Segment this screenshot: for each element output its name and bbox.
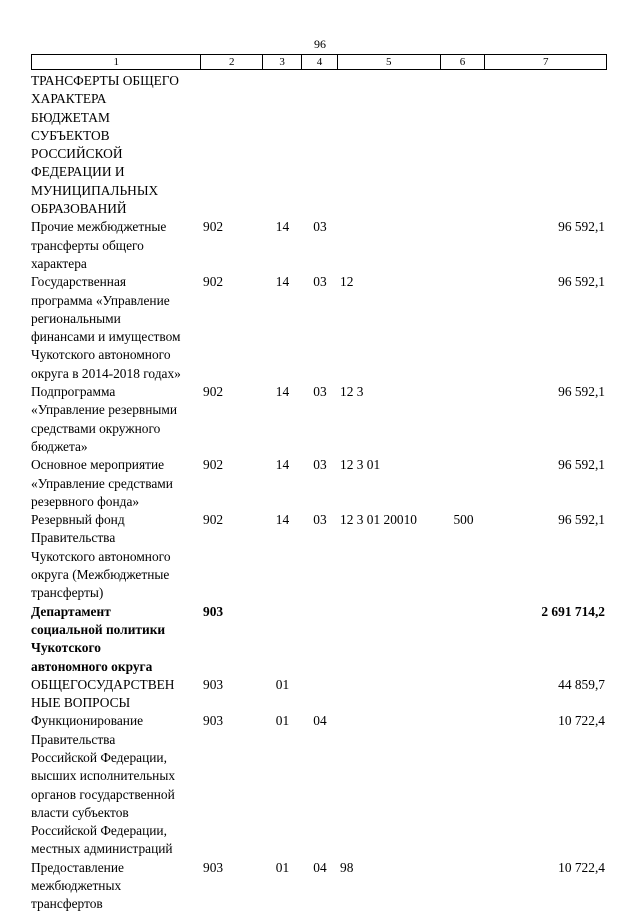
row-name-line: местных администраций bbox=[31, 841, 173, 857]
row-name-line: ТРАНСФЕРТЫ ОБЩЕГО bbox=[31, 73, 179, 88]
row-name-line: «Управление средствами bbox=[31, 475, 173, 491]
row-name-line: ОБРАЗОВАНИЙ bbox=[31, 201, 127, 217]
row-name-line: МУНИЦИПАЛЬНЫХ bbox=[31, 182, 159, 198]
table-row bbox=[31, 383, 607, 456]
row-name bbox=[31, 712, 201, 858]
column-header-7: 7 bbox=[542, 56, 549, 68]
expense-type-code: 500 bbox=[453, 512, 474, 528]
row-name-line: НЫЕ ВОПРОСЫ bbox=[31, 695, 131, 711]
row-name-line: высших исполнительных bbox=[31, 768, 176, 784]
admin-code: 903 bbox=[203, 603, 224, 619]
subsection-code: 04 bbox=[313, 859, 327, 875]
row-name-line: Прочие межбюджетные bbox=[31, 219, 167, 235]
amount: 96 592,1 bbox=[558, 274, 605, 290]
row-name-line: БЮДЖЕТАМ bbox=[31, 109, 110, 125]
admin-code: 902 bbox=[203, 274, 224, 290]
row-name-line: Чукотского автономного bbox=[31, 548, 171, 564]
amount: 10 722,4 bbox=[558, 859, 605, 875]
table-row bbox=[31, 511, 607, 602]
column-header-3: 3 bbox=[263, 55, 302, 69]
row-name-line: Предоставление bbox=[31, 859, 124, 875]
admin-code: 903 bbox=[203, 859, 224, 875]
table-row bbox=[31, 676, 607, 713]
amount: 96 592,1 bbox=[558, 219, 605, 235]
table-row bbox=[31, 72, 607, 218]
admin-code: 902 bbox=[203, 457, 224, 473]
row-name-line: Чукотского автономного bbox=[31, 347, 171, 363]
table-row bbox=[31, 859, 607, 914]
section-code: 14 bbox=[275, 457, 290, 473]
table-body bbox=[31, 72, 607, 914]
column-header-1: 1 bbox=[32, 55, 201, 69]
row-name-line: Государственная bbox=[31, 274, 127, 290]
amount: 10 722,4 bbox=[558, 713, 605, 729]
row-name-line: ХАРАКТЕРА bbox=[31, 91, 107, 107]
subsection-code: 03 bbox=[313, 384, 327, 400]
subsection-code: 03 bbox=[313, 512, 327, 528]
row-name-line: власти субъектов bbox=[31, 804, 129, 820]
row-name-line: программа «Управление bbox=[31, 292, 170, 308]
row-name-line: Правительства bbox=[31, 731, 116, 747]
row-name-line: Правительства bbox=[31, 530, 116, 546]
column-header-6: 6 bbox=[441, 55, 486, 69]
column-header-4: 4 bbox=[302, 55, 338, 69]
page-number: 96 bbox=[314, 37, 326, 51]
subsection-code: 03 bbox=[313, 457, 327, 473]
amount: 96 592,1 bbox=[558, 384, 605, 400]
section-code: 01 bbox=[275, 859, 290, 875]
subsection-code: 04 bbox=[313, 713, 327, 729]
row-name-line: трансфертов bbox=[31, 896, 103, 912]
row-name bbox=[31, 859, 201, 914]
row-name-line: Резервный фонд bbox=[31, 512, 125, 528]
section-code: 14 bbox=[275, 219, 290, 235]
table-row bbox=[31, 456, 607, 511]
section-code: 01 bbox=[275, 713, 290, 729]
row-name-line: Функционирование bbox=[31, 713, 144, 729]
row-name-line: СУБЪЕКТОВ bbox=[31, 127, 110, 143]
row-name bbox=[31, 676, 201, 713]
table-row bbox=[31, 712, 607, 858]
subsection-code: 03 bbox=[313, 219, 327, 235]
section-code: 14 bbox=[275, 274, 290, 290]
admin-code: 903 bbox=[203, 676, 224, 692]
row-name bbox=[31, 456, 201, 511]
row-name-line: межбюджетных bbox=[31, 878, 122, 894]
table-row bbox=[31, 218, 607, 273]
admin-code: 902 bbox=[203, 512, 224, 528]
row-name-line: социальной политики bbox=[31, 621, 166, 637]
row-name bbox=[31, 603, 201, 676]
row-name-line: Департамент bbox=[31, 603, 111, 619]
row-name bbox=[31, 218, 201, 273]
row-name-line: автономного округа bbox=[31, 658, 153, 674]
target-code: 12 3 01 bbox=[340, 457, 381, 473]
section-code: 01 bbox=[275, 676, 290, 692]
amount: 96 592,1 bbox=[558, 512, 605, 528]
amount: 2 691 714,2 bbox=[541, 603, 605, 619]
row-name-line: трансферты общего bbox=[31, 237, 144, 253]
subsection-code: 03 bbox=[313, 274, 327, 290]
column-header-5: 5 bbox=[338, 55, 441, 69]
amount: 96 592,1 bbox=[558, 457, 605, 473]
row-name-line: округа в 2014-2018 годах» bbox=[31, 365, 181, 381]
row-name-line: округа (Межбюджетные bbox=[31, 567, 170, 583]
admin-code: 902 bbox=[203, 219, 224, 235]
row-name bbox=[31, 273, 201, 383]
section-code: 14 bbox=[275, 512, 290, 528]
row-name-line: резервного фонда» bbox=[31, 493, 140, 509]
target-code: 12 bbox=[340, 274, 354, 290]
row-name-line: Российской Федерации, bbox=[31, 749, 167, 765]
target-code: 12 3 01 20010 bbox=[340, 512, 417, 528]
row-name-line: ФЕДЕРАЦИИ И bbox=[31, 164, 125, 180]
row-name bbox=[31, 383, 201, 456]
row-name bbox=[31, 511, 201, 602]
row-name-line: средствами окружного bbox=[31, 420, 161, 436]
row-name-line: РОССИЙСКОЙ bbox=[31, 146, 123, 162]
table-row bbox=[31, 273, 607, 383]
admin-code: 902 bbox=[203, 384, 224, 400]
row-name-line: характера bbox=[31, 255, 87, 271]
amount: 44 859,7 bbox=[558, 676, 605, 692]
table-row bbox=[31, 603, 607, 676]
target-code: 98 bbox=[340, 859, 354, 875]
row-name-line: бюджета» bbox=[31, 438, 88, 454]
table-header bbox=[31, 54, 607, 70]
admin-code: 903 bbox=[203, 713, 224, 729]
section-code: 14 bbox=[275, 384, 290, 400]
row-name-line: финансами и имуществом bbox=[31, 329, 181, 345]
row-name-line: Российской Федерации, bbox=[31, 823, 167, 839]
row-name-line: Чукотского bbox=[31, 640, 101, 656]
row-name-line: трансферты) bbox=[31, 585, 104, 601]
row-name-line: органов государственной bbox=[31, 786, 175, 802]
row-name bbox=[31, 72, 201, 218]
row-name-line: Подпрограмма bbox=[31, 384, 116, 400]
row-name-line: Основное мероприятие bbox=[31, 457, 165, 473]
row-name-line: региональными bbox=[31, 310, 121, 326]
row-name-line: «Управление резервными bbox=[31, 402, 178, 418]
target-code: 12 3 bbox=[340, 384, 364, 400]
column-header-2: 2 bbox=[201, 55, 263, 69]
row-name-line: ОБЩЕГОСУДАРСТВЕН bbox=[31, 676, 175, 692]
